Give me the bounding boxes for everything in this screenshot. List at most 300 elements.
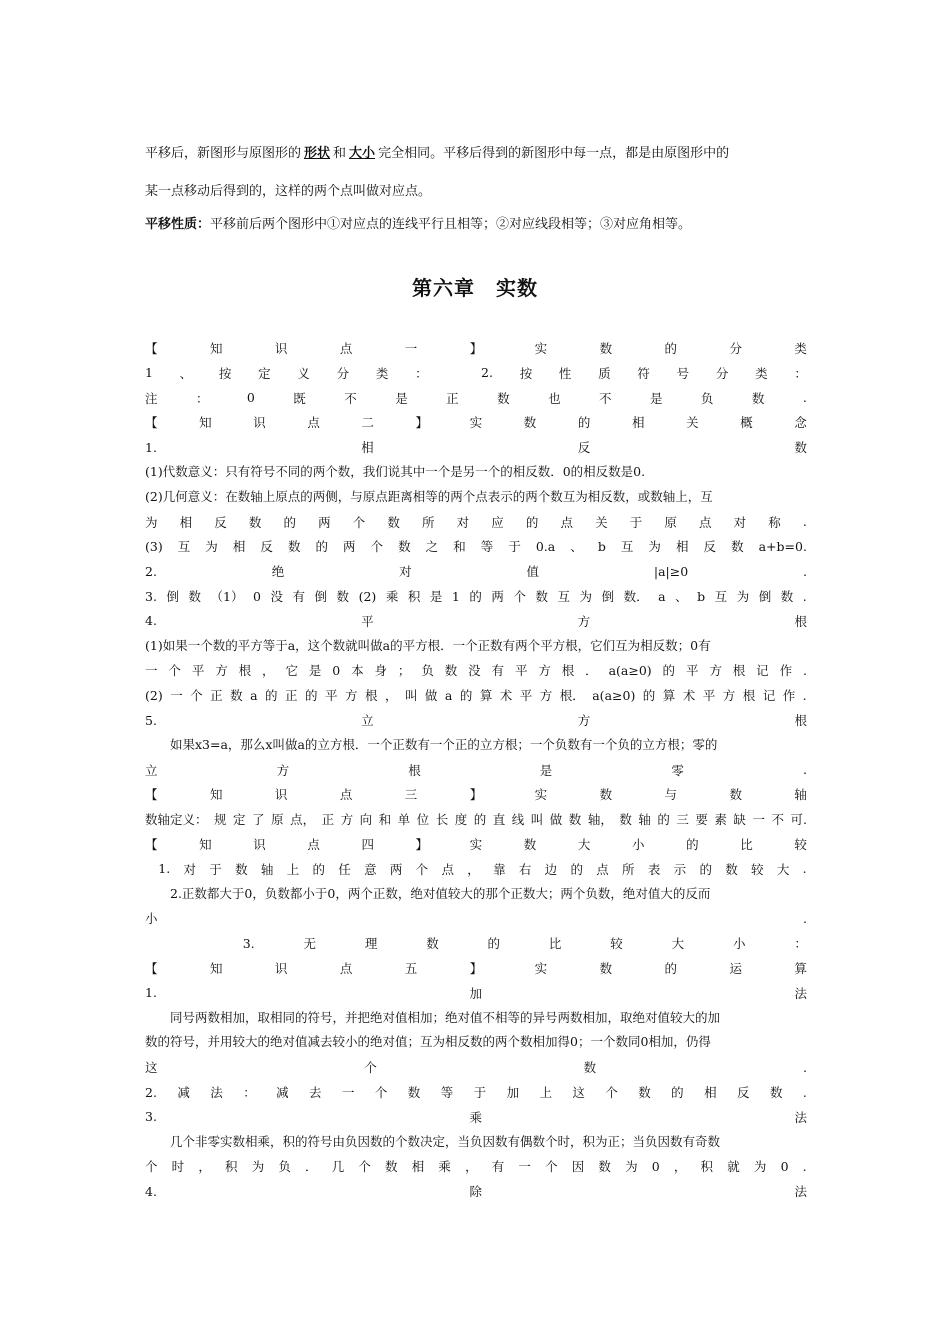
text-token: 算 — [662, 688, 676, 704]
text-token: 数 — [523, 837, 537, 852]
text-token: 平 — [685, 663, 699, 679]
text-line — [145, 561, 807, 581]
text-token: b — [597, 538, 606, 554]
text-token: 数． — [623, 589, 649, 604]
text-line — [145, 859, 807, 879]
text-token: 念 — [794, 415, 807, 431]
text-token: 轴 — [794, 787, 807, 803]
text-token: 平 — [702, 688, 716, 704]
text-token: 的 — [312, 861, 325, 877]
underlined-term-size: 大小 — [349, 146, 376, 161]
text-token: 倒 — [758, 589, 772, 604]
translation-property — [145, 213, 807, 232]
text-token: 数 — [729, 787, 742, 803]
text-token: 义 — [297, 365, 310, 381]
text-token: 点 — [307, 837, 320, 852]
text-token: . — [802, 762, 807, 778]
text-token: 本 — [351, 663, 364, 679]
text-line — [145, 784, 807, 804]
text-token: 是 — [308, 663, 322, 679]
text-token: 和 — [453, 539, 466, 555]
text-token: 点 — [596, 861, 609, 877]
text-token: 缺 — [733, 812, 746, 828]
text-token: ， — [467, 861, 480, 877]
text-token: 正 — [285, 688, 298, 704]
text-token: 方 — [577, 713, 591, 728]
text-token: a(a≥0) — [592, 687, 636, 703]
text-token: 0.a — [535, 538, 556, 554]
text-token: 3. — [145, 1109, 157, 1125]
text-token: 实 — [469, 837, 483, 852]
text-token: a — [658, 588, 666, 604]
text-line — [145, 1181, 807, 1201]
text-token: 两 — [343, 539, 356, 555]
text-token: 值 — [526, 564, 540, 580]
text-token: 、 — [675, 589, 688, 604]
text-token: 小 — [631, 837, 645, 852]
text-token: . — [802, 1059, 807, 1075]
text-token: 称 — [768, 514, 781, 530]
text-token: 知 — [209, 787, 223, 803]
text-token: 运 — [729, 961, 742, 976]
text-token: 三 — [676, 812, 689, 828]
text-token: 平 — [325, 688, 338, 704]
text-line: 如果x3=a，那么x叫做a的立方根．一个正数有一个正的立方根；一个负数有一个负的立方根；零的 — [145, 736, 718, 752]
text-line: 数的符号，并用较大的绝对值减去较小的绝对值；互为相反数的两个数相加得0；一个数同0相加，仍得 — [145, 1034, 711, 1050]
text-token: 小 — [732, 936, 746, 952]
text-line — [145, 834, 807, 854]
text-token: 数 — [426, 936, 439, 952]
text-token: 叫 — [530, 812, 544, 828]
text-token: ， — [198, 1159, 211, 1175]
text-token: 数 — [769, 1085, 783, 1100]
text-token: 大 — [671, 936, 685, 952]
text-token: 了 — [252, 812, 265, 828]
text-token: 一 — [404, 341, 418, 356]
text-token: 既 — [293, 390, 306, 406]
text-token: 方 — [340, 812, 354, 828]
text-token: 实 — [534, 961, 548, 976]
text-token: 上 — [286, 861, 300, 877]
text-token: 分 — [715, 365, 729, 381]
text-token: 示 — [673, 861, 687, 877]
text-token: 的 — [487, 936, 501, 952]
text-token: 的 — [570, 861, 583, 877]
text-token: 知 — [209, 961, 223, 976]
text-line — [145, 611, 807, 631]
text-token: 的 — [686, 837, 699, 852]
text-token: 数 — [731, 539, 744, 555]
text-token: 法 — [794, 985, 807, 1001]
text-token: 根 — [238, 663, 252, 679]
text-token: 一 — [170, 688, 183, 704]
text-token: a(a≥0) — [608, 662, 652, 678]
text-token: 个 — [545, 1159, 558, 1175]
text-token: 轴， — [587, 812, 613, 828]
text-token: 5. — [145, 712, 157, 728]
text-token: 法 — [794, 1109, 807, 1125]
text-token: 类 — [375, 365, 389, 381]
text-token: 点 — [699, 514, 712, 530]
text-token: 为 — [736, 589, 750, 604]
text-token: 的 — [577, 415, 591, 431]
text-token: 有 — [491, 663, 505, 679]
text-token: 0 — [780, 1158, 789, 1174]
text-token: 所 — [622, 861, 635, 877]
text-token: 、 — [179, 365, 193, 381]
text-token: 等 — [480, 539, 494, 555]
text-token: 识 — [253, 415, 266, 431]
text-token: 加 — [506, 1085, 520, 1100]
text-token: 术 — [499, 688, 513, 704]
text-token: 数 — [230, 688, 243, 704]
text-token: 比 — [740, 837, 753, 852]
text-line — [145, 660, 807, 680]
text-token: 数 — [387, 514, 400, 530]
text-token: 实 — [469, 415, 483, 431]
text-token: 轴 — [260, 861, 274, 877]
text-token: 为 — [625, 1159, 638, 1175]
text-token: 积 — [700, 1159, 714, 1175]
text-token: 表 — [647, 861, 661, 877]
text-token: 】 — [415, 837, 429, 852]
text-token: 五 — [404, 961, 418, 976]
text-token: a — [250, 687, 258, 703]
text-token: ． — [585, 663, 598, 679]
text-token: 】 — [469, 787, 483, 803]
text-token: 没 — [270, 589, 283, 604]
text-token: 这 — [572, 1085, 585, 1100]
text-token: 相 — [675, 539, 689, 555]
text-token: 轴 — [638, 812, 651, 828]
text-token: ， — [465, 1159, 478, 1175]
text-token: 根 — [561, 663, 575, 679]
text-token: 向 — [359, 812, 373, 828]
text-token: 一 — [752, 812, 765, 828]
text-token: 法 — [210, 1085, 223, 1100]
text-token: 较 — [751, 861, 764, 877]
text-token: 1. — [145, 439, 157, 455]
text-token: 原 — [271, 812, 284, 828]
text-token: 3. — [242, 935, 255, 951]
text-token: 数 — [398, 539, 411, 555]
text-token: 任 — [338, 861, 351, 877]
text-token: 概 — [740, 415, 753, 431]
text-token: 对 — [399, 564, 412, 580]
text-token: 识 — [274, 961, 288, 976]
text-token: 法 — [794, 1184, 807, 1200]
text-token: 乘 — [469, 1109, 482, 1125]
text-token: 关 — [686, 415, 699, 431]
text-token: 定 — [233, 812, 246, 828]
text-token: 4. — [145, 1183, 157, 1199]
text-token: 直 — [492, 812, 506, 828]
text-line — [145, 437, 807, 457]
text-token: 数 — [287, 539, 301, 555]
text-token: . — [802, 514, 807, 530]
text-token: 不 — [599, 390, 612, 406]
text-token: . — [802, 1158, 807, 1174]
text-token: 数 — [780, 589, 794, 604]
text-line — [145, 1156, 807, 1176]
intro-line-1 — [145, 142, 807, 161]
text-token: 积 — [225, 1159, 238, 1175]
text-token: 是 — [395, 390, 408, 406]
text-token: 分 — [336, 365, 350, 381]
text-token: 加 — [469, 985, 482, 1001]
text-token: ： — [195, 390, 209, 406]
text-token: 识 — [274, 341, 288, 356]
text-token: 负 — [278, 1159, 291, 1175]
text-token: 意 — [364, 861, 377, 877]
text-token: 正 — [210, 688, 223, 704]
text-token: 数 — [568, 812, 582, 828]
text-token: 方 — [539, 688, 553, 704]
text-line: 几个非零实数相乘，积的符号由负因数的个数决定，当负因数有偶数个时，积为正；当负因数有奇数 — [145, 1133, 721, 1149]
text-token: 数 — [599, 341, 613, 356]
text-token: 数 — [497, 390, 510, 406]
text-token: 根 — [408, 762, 421, 778]
text-token: 2. — [145, 563, 157, 579]
text-token: 线 — [511, 812, 525, 828]
text-token: ： — [243, 1085, 256, 1100]
text-token: 根 — [364, 688, 378, 704]
property-text: 平移前后两个图形中①对应点的连线平行且相等；②对应线段相等；③对应角相等。 — [210, 217, 692, 232]
text-token: 作 — [782, 688, 796, 704]
text-token: 相 — [179, 514, 193, 530]
text-token: 点 — [560, 514, 574, 530]
text-line — [145, 1107, 807, 1127]
text-token: 四 — [361, 837, 374, 852]
text-token: 靠 — [493, 861, 506, 877]
text-token: 不 — [771, 812, 784, 828]
text-token: 0 — [332, 662, 341, 678]
text-token: 实 — [534, 787, 548, 803]
text-token: 3. — [145, 588, 157, 604]
text-token: 正 — [446, 390, 459, 406]
text-token: 个 — [370, 539, 384, 555]
text-token: 知 — [209, 341, 223, 356]
text-token: 方 — [577, 613, 591, 629]
text-token: 有 — [491, 1159, 505, 1175]
text-token: 方 — [215, 663, 228, 679]
text-line: 同号两数相加，取相同的符号，并把绝对值相加；绝对值不相等的异号两数相加，取绝对值较大的加 — [145, 1009, 721, 1025]
text-token: 理 — [364, 936, 378, 952]
text-token: 正 — [321, 812, 335, 828]
intro-line-2: 某一点移动后得到的，这样的两个点叫做对应点。 — [145, 184, 432, 199]
text-token: 反 — [260, 539, 273, 555]
text-line: (1)代数意义：只有符号不同的两个数，我们说其中一个是另一个的相反数．0的相反数是0. — [145, 464, 646, 479]
text-token: 算 — [794, 961, 807, 976]
text-token: 减 — [177, 1085, 190, 1100]
text-token: 数 — [336, 589, 350, 604]
text-token: 它 — [285, 663, 298, 679]
text-token: 立 — [361, 713, 374, 728]
text-token: 是 — [649, 390, 663, 406]
text-token: 个 — [190, 688, 203, 704]
text-token: 的 — [642, 688, 656, 704]
text-token: 这 — [145, 1060, 158, 1076]
text-token: 相 — [704, 1085, 717, 1100]
text-token: 定 — [258, 365, 271, 381]
text-token: 的 — [525, 514, 539, 530]
text-token: 1 — [451, 588, 460, 604]
text-token: 是 — [539, 762, 553, 778]
text-token: 点 — [339, 341, 353, 356]
text-token: 根 — [794, 713, 807, 728]
text-token: 做 — [424, 688, 438, 704]
text-token: 方 — [344, 688, 358, 704]
text-token: 的 — [664, 961, 678, 976]
text-line — [145, 1082, 807, 1102]
text-token: 规 — [214, 812, 227, 828]
text-token: 数 — [188, 589, 201, 604]
text-token: 比 — [548, 936, 562, 952]
text-token: 为 — [145, 514, 158, 530]
text-token: 个 — [358, 1159, 371, 1175]
text-token: 两 — [491, 589, 504, 604]
intro-text: 平移后，新图形与原图形的 — [145, 146, 302, 161]
text-line: (2)几何意义：在数轴上原点的两侧，与原点距离相等的两个点表示的两个数互为相反数，或数轴上，互 — [145, 488, 713, 504]
text-line — [145, 908, 807, 928]
text-token: 几 — [331, 1159, 345, 1175]
text-token: 1 — [145, 365, 153, 381]
text-line — [145, 412, 807, 432]
text-token: 】 — [469, 341, 483, 356]
text-token: 的 — [699, 861, 712, 877]
text-token: 【 — [145, 415, 158, 431]
text-token: 0 — [651, 1158, 660, 1174]
text-token: 积 — [407, 589, 421, 604]
text-token: a — [444, 687, 453, 703]
text-token: 根 — [732, 663, 746, 679]
text-line — [145, 710, 807, 730]
text-token: ： — [794, 936, 807, 952]
text-token: 平 — [191, 663, 205, 679]
text-token: 的 — [473, 812, 487, 828]
text-token: 点 — [339, 961, 353, 976]
text-token: 个 — [364, 1060, 377, 1076]
text-line — [145, 809, 807, 829]
text-token: 注 — [145, 390, 158, 406]
text-token: 数 — [725, 861, 738, 877]
text-token: 个 — [513, 589, 526, 604]
text-token: 位 — [416, 812, 430, 828]
text-token: 为 — [251, 1159, 265, 1175]
text-token: 等 — [440, 1085, 454, 1100]
text-token: 作 — [779, 663, 793, 679]
text-token: 为 — [648, 539, 661, 555]
text-token: . — [802, 588, 807, 604]
text-token: ． — [305, 1159, 318, 1175]
text-token: a+b=0. — [758, 538, 807, 554]
text-token: . — [802, 861, 807, 877]
text-token: 【 — [145, 787, 158, 803]
text-token: 相 — [631, 415, 645, 431]
text-token: 互 — [557, 589, 571, 604]
text-token: b — [697, 588, 706, 604]
text-token: 2. — [481, 365, 493, 381]
text-token: 做 — [549, 812, 563, 828]
text-token: 点 — [441, 861, 454, 877]
text-token: 符 — [637, 365, 650, 381]
text-token: 的 — [662, 663, 676, 679]
text-token: 的 — [664, 341, 678, 356]
text-token: 绝 — [271, 564, 285, 580]
text-token: 较 — [610, 936, 623, 952]
text-line — [145, 1057, 807, 1077]
text-token: |a|≥0 — [653, 563, 689, 579]
text-token: 数 — [407, 1085, 421, 1100]
text-token: 一 — [341, 1085, 355, 1100]
text-token: 倒 — [166, 589, 179, 604]
text-token: 方 — [709, 663, 722, 679]
text-token: 就 — [727, 1159, 740, 1175]
text-token: 点， — [290, 812, 316, 828]
text-token: 于 — [629, 514, 643, 530]
text-token: 长 — [435, 812, 449, 828]
text-token: 个 — [605, 1085, 618, 1100]
text-token: 小 — [145, 911, 158, 927]
text-token: 数 — [583, 1060, 597, 1076]
text-token: 为 — [205, 539, 218, 555]
text-token: 性 — [558, 365, 572, 381]
text-token: 去 — [309, 1085, 322, 1100]
text-token: 度 — [454, 812, 468, 828]
text-token: (2) — [358, 588, 377, 604]
text-token: 、 — [570, 539, 583, 555]
text-token: 没 — [468, 663, 481, 679]
text-token: 零 — [671, 762, 684, 778]
text-token: 所 — [422, 514, 435, 530]
text-token: 原 — [664, 514, 677, 530]
text-token: 负 — [421, 663, 434, 679]
text-token: 一 — [145, 663, 158, 679]
text-line — [145, 363, 807, 383]
text-token: 两 — [318, 514, 331, 530]
text-token: 之 — [425, 539, 439, 555]
text-token: 是 — [429, 589, 443, 604]
text-token: 对 — [183, 861, 197, 877]
text-token: 数 — [535, 589, 548, 604]
text-token: 大 — [776, 861, 790, 877]
text-token: 点 — [339, 787, 353, 803]
text-token: 为 — [753, 1159, 767, 1175]
text-token: 数 — [444, 663, 458, 679]
text-token: 时 — [171, 1159, 185, 1175]
text-token: . — [802, 390, 807, 406]
text-token: 识 — [274, 787, 288, 803]
text-token: . — [802, 1084, 807, 1100]
text-line — [145, 536, 807, 556]
text-token: 互 — [620, 539, 634, 555]
text-token: 平 — [361, 613, 374, 629]
text-token: ： — [415, 365, 428, 381]
text-token: 身 — [374, 663, 388, 679]
text-token: 二 — [361, 415, 374, 431]
text-token: 1. — [158, 861, 171, 877]
text-token: 有 — [292, 589, 305, 604]
text-token: 根． — [559, 688, 585, 704]
text-token: 识 — [253, 837, 266, 852]
text-line — [145, 338, 807, 358]
text-token: 1. — [145, 985, 157, 1001]
text-token: 一 — [518, 1159, 531, 1175]
text-token: 【 — [145, 961, 158, 976]
intro-text: 完全相同。平移后得到的新图形中每一点，都是由原图形中的 — [378, 146, 730, 161]
intro-text: 和 — [333, 146, 347, 161]
text-token: . — [802, 687, 807, 703]
